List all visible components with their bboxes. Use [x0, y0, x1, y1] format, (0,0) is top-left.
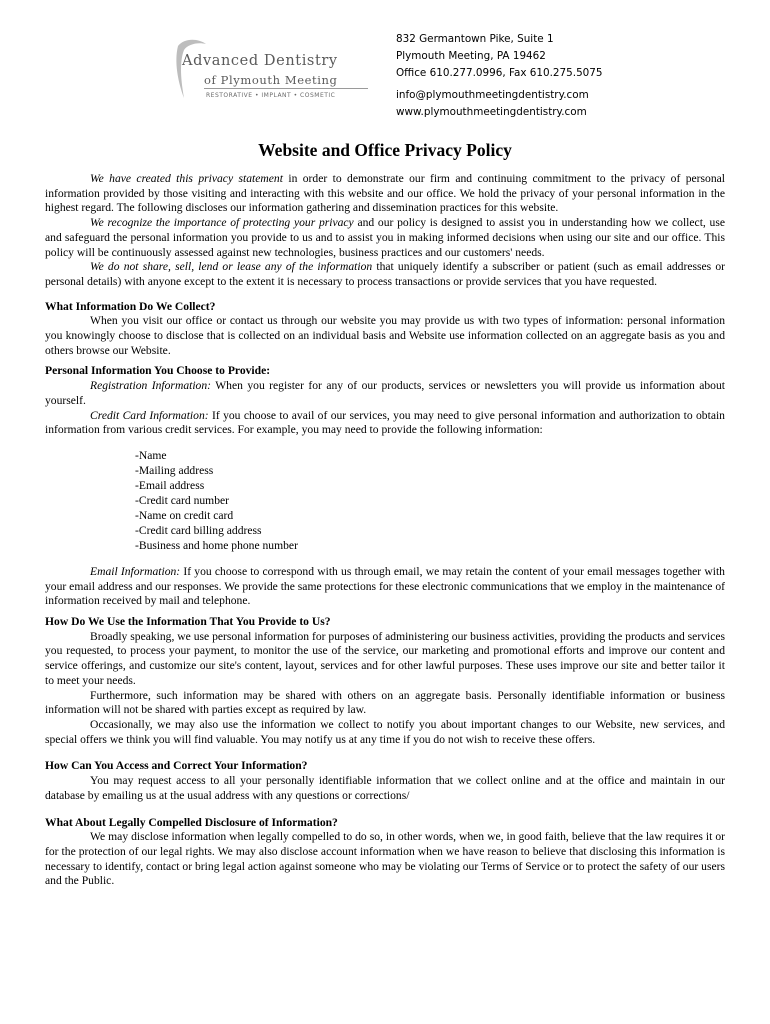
intro-emphasis-2: We recognize the importance of protecting your privacy [90, 216, 354, 230]
section-heading-personal: Personal Information You Choose to Provide: [45, 364, 271, 378]
list-item: -Email address [135, 478, 205, 492]
use-paragraph-2: Furthermore, such information may be shared with others on an aggregate basis. Personally identifiable information or business information will not be shared with parties except as required by law. [45, 688, 725, 717]
list-item: -Business and home phone number [135, 538, 298, 552]
website-link[interactable]: www.plymouthmeetingdentistry.com [396, 105, 587, 118]
intro-emphasis-1: We have created this privacy statement [90, 172, 283, 185]
phone-fax: Office 610.277.0996, Fax 610.275.5075 [396, 67, 603, 80]
credit-card-paragraph [45, 409, 725, 438]
practice-logo [172, 36, 377, 104]
list-item: -Name [135, 448, 167, 462]
logo-divider [204, 88, 368, 89]
section-heading-access: How Can You Access and Correct Your Information? [45, 759, 308, 773]
collect-paragraph: When you visit our office or contact us through our website you may provide us with two types of information: personal information you knowingly choose to disclose that is collected on an individual basis and Website use information collected on an aggregate basis as you and others browse our Website. [45, 314, 725, 357]
section-heading-use: How Do We Use the Information That You Provide to Us? [45, 615, 331, 629]
use-paragraph-3: Occasionally, we may also use the information we collect to notify you about important changes to our Website, new services, and special offers we think you will find valuable. You may notify us at any time if you do not wish to receive these offers. [45, 717, 725, 746]
intro-text-1: in order to demonstrate our firm and continuing commitment to the privacy of personal information provided by those visiting and interacting with this website and our office. We hold the privacy of your personal information in the highest regard. The following discloses our information gathering and dissemination practices for this website. [45, 172, 725, 215]
intro-text-3: that uniquely identify a subscriber or patient (such as email addresses or personal details) with anyone except to the extent it is necessary to process transactions or provide services that you have requested. [45, 260, 725, 288]
legal-paragraph: We may disclose information when legally compelled to do so, in other words, when we, in good faith, believe that the law requires it or for the protection of our legal rights. We may also disclose account information when we have reason to believe that disclosing this information is necessary to identify, contact or bring legal action against someone who may be violating our Terms of Service or to protect the safety of our users and the Public. [45, 830, 725, 888]
email-info-label: Email Information: [90, 564, 181, 578]
list-item: -Credit card number [135, 493, 230, 507]
section-heading-legal: What About Legally Compelled Disclosure of Information? [45, 815, 338, 829]
credit-card-text: If you choose to avail of our services, you may need to give personal information and authorization to obtain information from various credit services. For example, you may need to provide the following information: [45, 408, 725, 437]
registration-paragraph [45, 379, 725, 408]
email-link[interactable]: info@plymouthmeetingdentistry.com [396, 88, 589, 101]
address-line-2: Plymouth Meeting, PA 19462 [396, 50, 546, 63]
email-info-text: If you choose to correspond with us through email, we may retain the content of your email messages together with your email address and our responses. We provide the same protections for these electronic communications that we employ in the maintenance of information received by mail and telephone. [45, 564, 725, 608]
logo-location: of Plymouth Meeting [204, 73, 338, 87]
list-item: -Name on credit card [135, 508, 234, 522]
logo-name: Advanced Dentistry [182, 53, 338, 69]
intro-paragraph-3 [45, 260, 725, 289]
intro-paragraph-1 [45, 172, 725, 216]
section-heading-collect: What Information Do We Collect? [45, 299, 216, 313]
address-line-1: 832 Germantown Pike, Suite 1 [396, 33, 554, 45]
registration-label: Registration Information: [90, 379, 212, 393]
page-title: Website and Office Privacy Policy [258, 140, 512, 160]
logo-tagline: RESTORATIVE • IMPLANT • COSMETIC [206, 92, 336, 99]
required-info-list [135, 448, 725, 553]
list-item: -Mailing address [135, 463, 214, 477]
email-info-paragraph [45, 565, 725, 609]
registration-text: When you register for any of our products, services or newsletters you will provide us information about yourself. [45, 379, 725, 407]
use-paragraph-1: Broadly speaking, we use personal information for purposes of administering our business activities, providing the products and services you requested, to process your payment, to monitor the use of the service, our marketing and promotional efforts and improve our content and service offerings, and customize our site's content, layout, services and for other lawful purposes. These uses improve our site and better tailor it to meet your needs. [45, 629, 725, 687]
access-paragraph: You may request access to all your personally identifiable information that we collect online and at the office and maintain in our database by emailing us at the usual address with any questions or corrections/ [45, 774, 725, 802]
list-item: -Credit card billing address [135, 523, 262, 537]
intro-emphasis-3: We do not share, sell, lend or lease any of the information [90, 260, 373, 274]
credit-card-label: Credit Card Information: [90, 408, 209, 422]
contact-block [396, 31, 603, 121]
policy-body [45, 172, 725, 889]
intro-text-2: and our policy is designed to assist you in understanding how we collect, use and safeguard the personal information you provide to us and to assist you in making informed decisions when using our site and our office. This policy will be continuously assessed against new technologies, business practices and our customers' needs. [45, 216, 726, 259]
intro-paragraph-2 [45, 216, 725, 260]
